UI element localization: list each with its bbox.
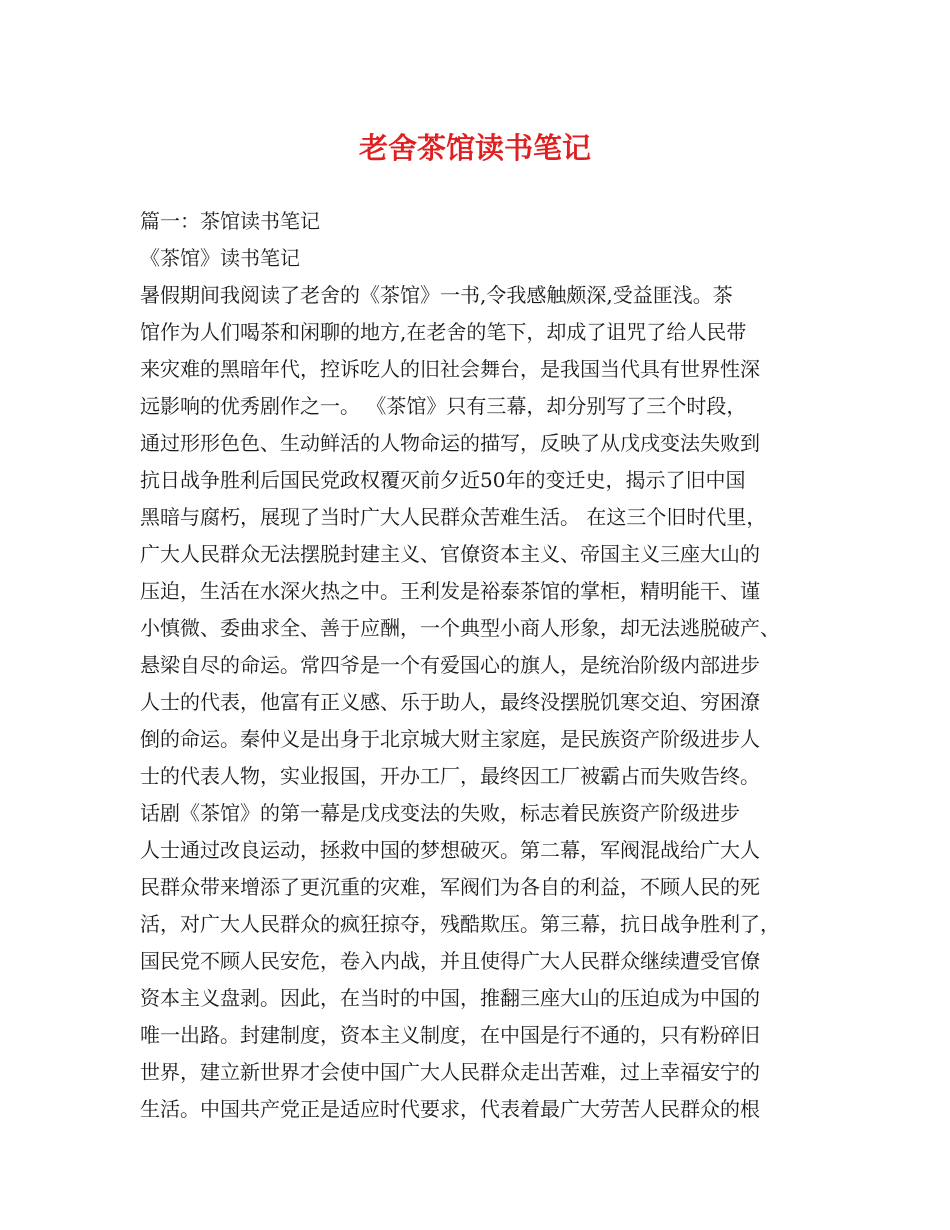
body-text-line: 《茶馆》读书笔记: [140, 246, 300, 270]
body-text-line: 活，对广大人民群众的疯狂掠夺，残酷欺压。第三幕，抗日战争胜利了，: [140, 912, 780, 936]
body-text-line: 来灾难的黑暗年代，控诉吃人的旧社会舞台，是我国当代具有世界性深: [140, 357, 760, 381]
body-text-line: 倒的命运。秦仲义是出身于北京城大财主家庭，是民族资产阶级进步人: [140, 727, 760, 751]
body-text-line: 悬梁自尽的命运。常四爷是一个有爱国心的旗人，是统治阶级内部进步: [140, 653, 760, 677]
document-title: 老舍茶馆读书笔记: [358, 131, 591, 165]
body-text-line: 篇一：茶馆读书笔记: [140, 209, 320, 233]
document-body: [140, 203, 830, 1128]
body-text-line: 通过形形色色、生动鲜活的人物命运的描写，反映了从戊戌变法失败到: [140, 431, 760, 455]
body-text-line: 话剧《茶馆》的第一幕是戊戌变法的失败，标志着民族资产阶级进步: [140, 801, 740, 825]
body-text-line: 人士通过改良运动，拯救中国的梦想破灭。第二幕，军阀混战给广大人: [140, 838, 760, 862]
body-text-line: 民群众带来增添了更沉重的灾难，军阀们为各自的利益，不顾人民的死: [140, 875, 760, 899]
body-text-line: 世界，建立新世界才会使中国广大人民群众走出苦难，过上幸福安宁的: [140, 1060, 760, 1084]
body-text-line: 唯一出路。封建制度，资本主义制度，在中国是行不通的，只有粉碎旧: [140, 1023, 760, 1047]
body-text-line: 资本主义盘剥。因此，在当时的中国，推翻三座大山的压迫成为中国的: [140, 986, 760, 1010]
body-text-line: 馆作为人们喝茶和闲聊的地方,在老舍的笔下，却成了诅咒了给人民带: [140, 320, 747, 344]
body-text-line: 抗日战争胜利后国民党政权覆灭前夕近50年的变迁史，揭示了旧中国: [140, 468, 746, 492]
body-text-line: 小慎微、委曲求全、善于应酬，一个典型小商人形象，却无法逃脱破产、: [140, 616, 780, 640]
body-text-line: 国民党不顾人民安危，卷入内战，并且使得广大人民群众继续遭受官僚: [140, 949, 760, 973]
body-text-line: 远影响的优秀剧作之一。 《茶馆》只有三幕，却分别写了三个时段，: [140, 394, 747, 418]
body-text-line: 人士的代表，他富有正义感、乐于助人，最终没摆脱饥寒交迫、穷困潦: [140, 690, 760, 714]
body-text-line: 黑暗与腐朽，展现了当时广大人民群众苦难生活。 在这三个旧时代里，: [140, 505, 767, 529]
body-text-line: 士的代表人物，实业报国，开办工厂，最终因工厂被霸占而失败告终。: [140, 764, 760, 788]
body-text-line: 暑假期间我阅读了老舍的《茶馆》一书,令我感触颇深,受益匪浅。茶: [140, 283, 733, 307]
body-text-line: 广大人民群众无法摆脱封建主义、官僚资本主义、帝国主义三座大山的: [140, 542, 760, 566]
body-text-line: 压迫，生活在水深火热之中。王利发是裕泰茶馆的掌柜，精明能干、谨: [140, 579, 760, 603]
body-text-line: 生活。中国共产党正是适应时代要求，代表着最广大劳苦人民群众的根: [140, 1097, 760, 1121]
